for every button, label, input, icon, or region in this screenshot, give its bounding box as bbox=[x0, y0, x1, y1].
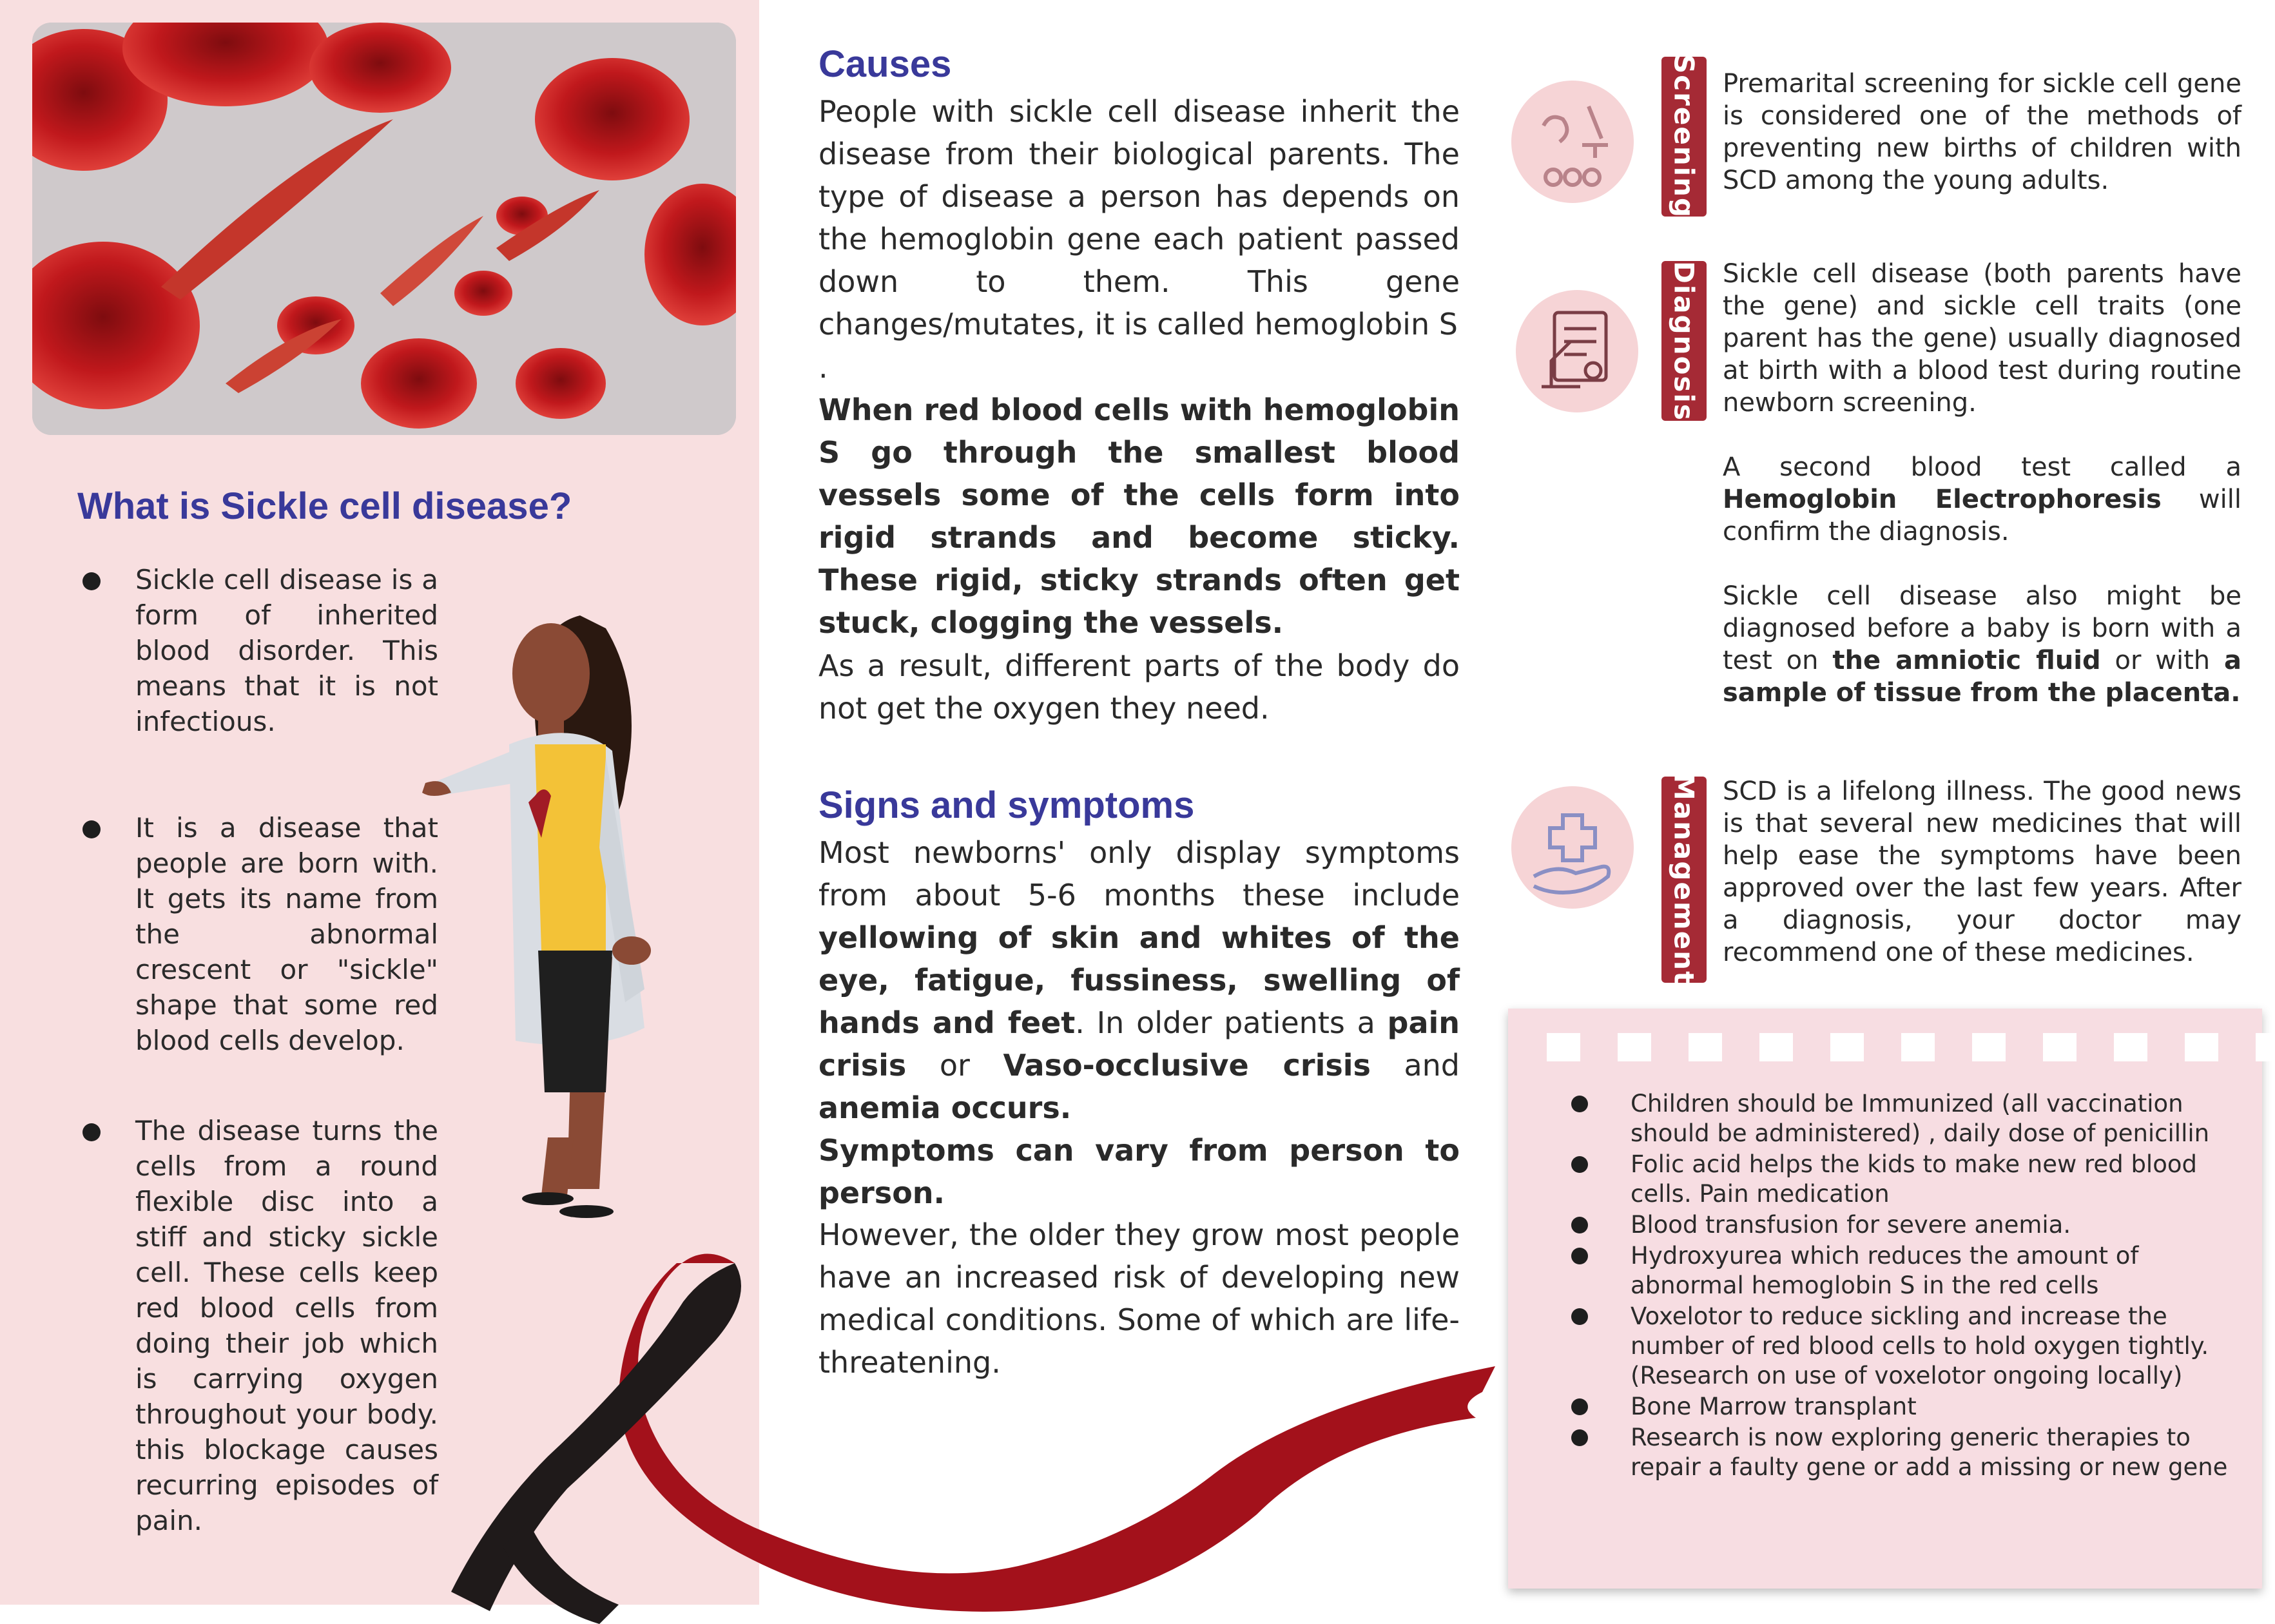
list-item: Bone Marrow transplant bbox=[1631, 1392, 2230, 1422]
screening-tab: Screening bbox=[1661, 57, 1707, 217]
list-item: It is a disease that people are born with. It gets its name from the abnormal crescent or "sickle" shape that some red blood cells develop. bbox=[135, 810, 438, 1058]
left-bullet-list bbox=[135, 562, 438, 1609]
management-text: SCD is a lifelong illness. The good news is that several new medicines that will help ease the symptoms have been approved over the last few years. After a diagnosis, your doctor may recommend one of these medicines. bbox=[1723, 777, 2241, 967]
red-blood-cells-image bbox=[32, 23, 736, 435]
list-item: The disease turns the cells from a round flexible disc into a stiff and sticky sickle cell. These cells keep red blood cells from doing their job which is carrying oxygen throughout your body. this blockage causes recurring episodes of pain. bbox=[135, 1113, 438, 1538]
list-item: Blood transfusion for severe anemia. bbox=[1631, 1210, 2230, 1240]
screening-text: Premarital screening for sickle cell gene is considered one of the methods of preventing new births of children with SCD among the young adults. bbox=[1723, 69, 2241, 195]
signs-heading: Signs and symptoms bbox=[818, 784, 1195, 826]
management-tab: Management bbox=[1661, 777, 1707, 983]
diagnosis-paragraph-2: A second blood test called a Hemoglobin Electrophoresis will confirm the diagnosis. bbox=[1723, 452, 2241, 546]
causes-heading: Causes bbox=[818, 43, 952, 85]
causes-paragraph-3: As a result, different parts of the body do not get the oxygen they need. bbox=[818, 648, 1460, 726]
left-heading: What is Sickle cell disease? bbox=[77, 485, 572, 527]
causes-dot: . bbox=[818, 350, 828, 385]
list-item: Hydroxyurea which reduces the amount of abnormal hemoglobin S in the red cells bbox=[1631, 1241, 2230, 1300]
diagnosis-paragraph-3: Sickle cell disease also might be diagnosed before a baby is born with a test on the amniotic fluid or with a sample of tissue from the placenta. bbox=[1723, 581, 2241, 708]
list-item: Voxelotor to reduce sickling and increase the number of red blood cells to hold oxygen tightly. (Research on use of voxelotor ongoing locally) bbox=[1631, 1302, 2230, 1391]
signs-paragraph-1: Most newborns' only display symptoms from about 5-6 months these include yellowing of skin and whites of the eye, fatigue, fussiness, swelling of hands and feet. In older patients a pain crisis or Vaso-occlusive crisis and anemia occurs. Symptoms can vary from person to person. bbox=[818, 835, 1460, 1210]
list-item: Children should be Immunized (all vaccination should be administered) , daily dose of penicillin bbox=[1631, 1089, 2230, 1148]
causes-paragraph-2: When red blood cells with hemoglobin S go through the smallest blood vessels some of the cells form into rigid strands and become sticky. These rigid, sticky strands often get stuck, clogging the vessels. bbox=[818, 392, 1460, 640]
list-item: Research is now exploring generic therapies to repair a faulty gene or add a missing or new gene bbox=[1631, 1423, 2230, 1482]
signs-paragraph-2: However, the older they grow most people have an increased risk of developing new medical conditions. Some of which are life-threatening. bbox=[818, 1217, 1460, 1380]
causes-paragraph-1: People with sickle cell disease inherit the disease from their biological parents. The type of disease a person has depends on the hemoglobin gene each patient passed down to them. This gene changes/mutates, it is called hemoglobin S bbox=[818, 94, 1460, 342]
list-item: Sickle cell disease is a form of inherited blood disorder. This means that it is not infectious. bbox=[135, 562, 438, 739]
doctor-illustration bbox=[412, 590, 760, 1292]
lab-report-icon bbox=[1516, 290, 1638, 412]
notebook-holes bbox=[1547, 1033, 2275, 1061]
management-notes-box bbox=[1508, 1009, 2262, 1589]
list-item: Folic acid helps the kids to make new red blood cells. Pain medication bbox=[1631, 1150, 2230, 1209]
management-list bbox=[1631, 1089, 2230, 1484]
diagnosis-tab: Diagnosis bbox=[1661, 261, 1707, 421]
microscope-icon bbox=[1511, 81, 1634, 203]
diagnosis-paragraph-1: Sickle cell disease (both parents have the gene) and sickle cell traits (one parent has the gene) usually diagnosed at birth with a blood test during routine newborn screening. bbox=[1723, 259, 2241, 418]
care-hand-icon bbox=[1511, 786, 1634, 909]
